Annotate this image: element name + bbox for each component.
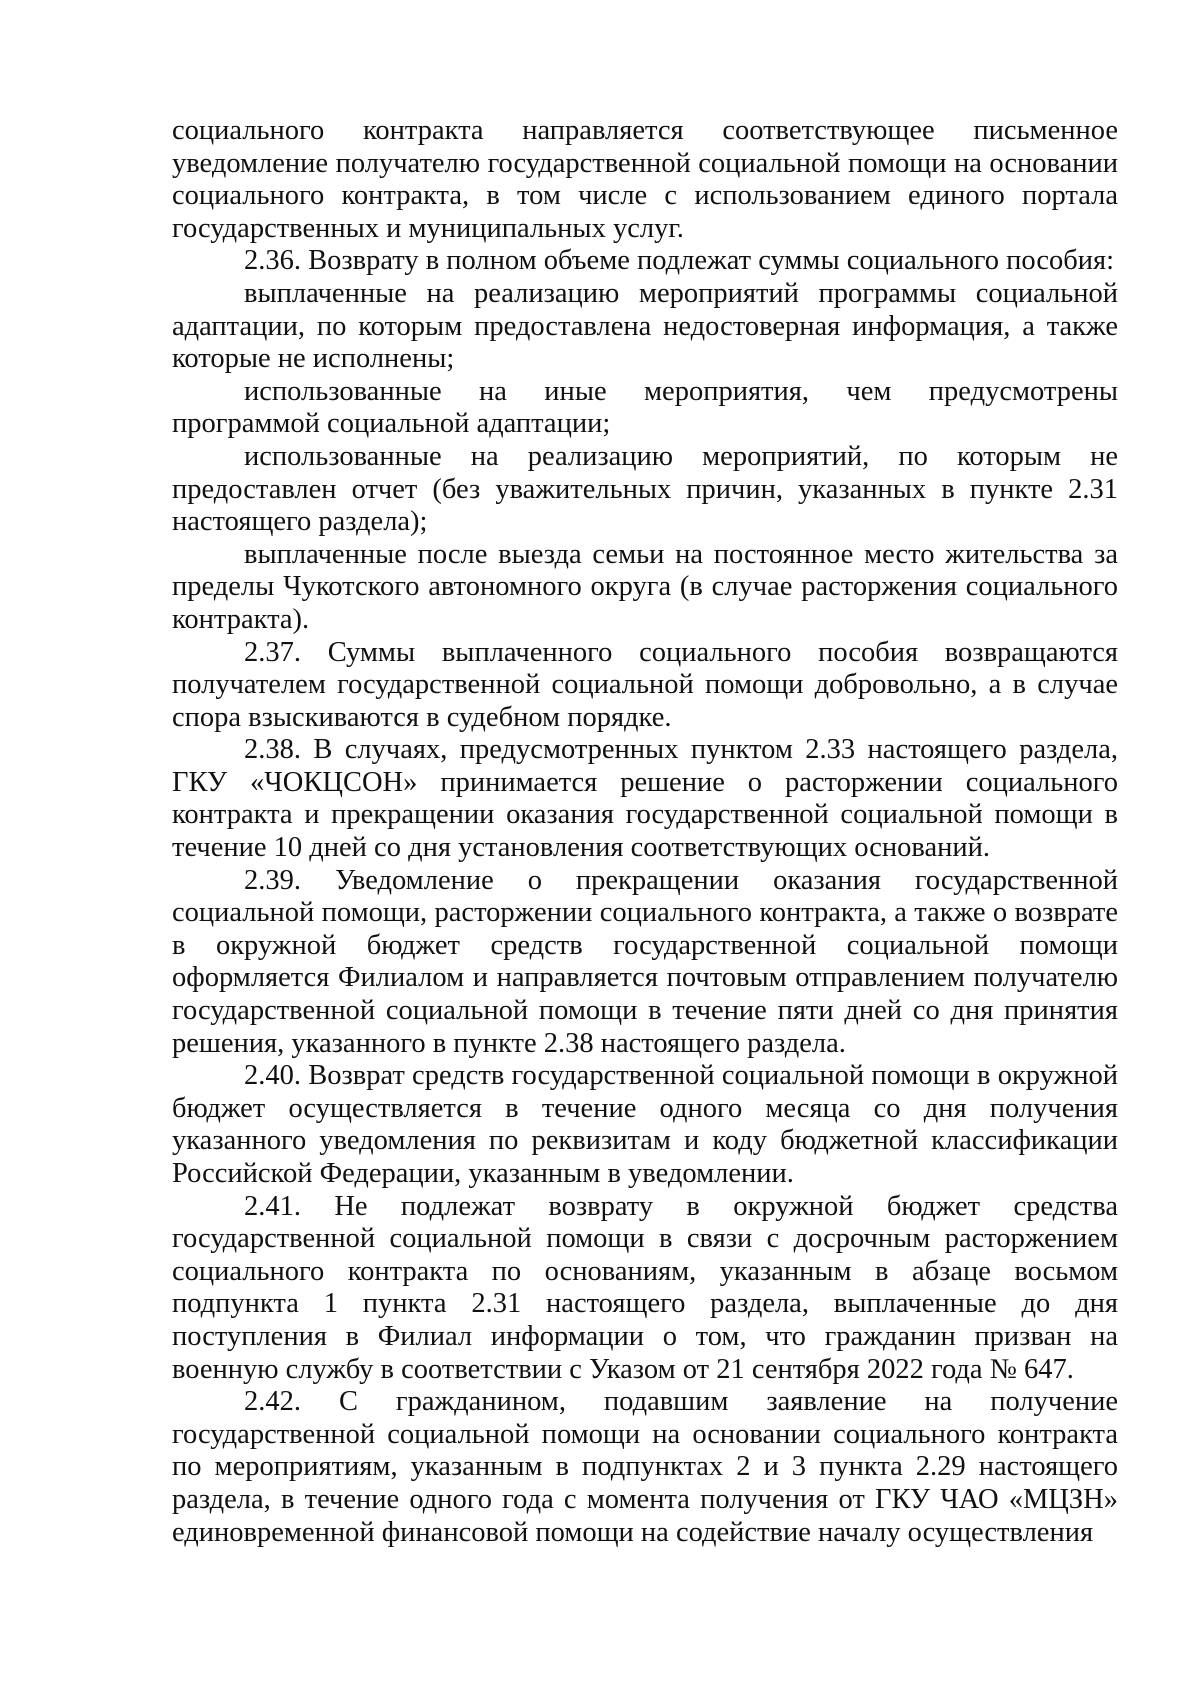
- paragraph-2-41: 2.41. Не подлежат возврату в окружной бюджет средства государственной социальной помощи в связи с досрочным расторжением социального контракта по основаниям, указанным в абзаце восьмом подпункта 1 пункта 2.31 настоящего раздела, выплаченные до дня поступления в Филиал информации о том, что гражданин призван на военную службу в соответствии с Указом от 21 сентября 2022 года № 647.: [172, 1190, 1118, 1385]
- paragraph-2-39: 2.39. Уведомление о прекращении оказания государственной социальной помощи, расторжении социального контракта, а также о возврате в окружной бюджет средств государственной социальной помощи оформляется Филиалом и направляется почтовым отправлением получателю государственной социальной помощи в течение пяти дней со дня принятия решения, указанного в пункте 2.38 настоящего раздела.: [172, 864, 1118, 1059]
- paragraph-item-other-measures: использованные на иные мероприятия, чем предусмотрены программой социальной адаптации;: [172, 375, 1118, 440]
- paragraph-2-37: 2.37. Суммы выплаченного социального пособия возвращаются получателем государственной социальной помощи добровольно, а в случае спора взыскиваются в судебном порядке.: [172, 636, 1118, 733]
- paragraph-2-42: 2.42. С гражданином, подавшим заявление на получение государственной социальной помощи на основании социального контракта по мероприятиям, указанным в подпунктах 2 и 3 пункта 2.29 настоящего раздела, в течение одного года с момента получения от ГКУ ЧАО «МЦЗН» единовременной финансовой помощи на содействие началу осуществления: [172, 1386, 1118, 1548]
- paragraph-item-no-report: использованные на реализацию мероприятий, по которым не предоставлен отчет (без уважительных причин, указанных в пункте 2.31 настоящего раздела);: [172, 440, 1118, 538]
- document-body: [172, 115, 1118, 1549]
- paragraph-continuation: социального контракта направляется соответствующее письменное уведомление получателю государственной социальной помощи на основании социального контракта, в том числе с использованием единого портала государственных и муниципальных услуг.: [172, 115, 1118, 244]
- paragraph-item-unfulfilled: выплаченные на реализацию мероприятий программы социальной адаптации, по которым предоставлена недостоверная информация, а также которые не исполнены;: [172, 277, 1118, 375]
- paragraph-item-relocation: выплаченные после выезда семьи на постоянное место жительства за пределы Чукотского автономного округа (в случае расторжения социального контракта).: [172, 538, 1118, 635]
- paragraph-2-38: 2.38. В случаях, предусмотренных пунктом 2.33 настоящего раздела, ГКУ «ЧОКЦСОН» принимается решение о расторжении социального контракта и прекращении оказания государственной социальной помощи в течение 10 дней со дня установления соответствующих оснований.: [172, 734, 1118, 864]
- paragraph-2-40: 2.40. Возврат средств государственной социальной помощи в окружной бюджет осуществляется в течение одного месяца со дня получения указанного уведомления по реквизитам и коду бюджетной классификации Российской Федерации, указанным в уведомлении.: [172, 1060, 1118, 1189]
- paragraph-2-36: 2.36. Возврату в полном объеме подлежат суммы социального пособия:: [244, 245, 1115, 277]
